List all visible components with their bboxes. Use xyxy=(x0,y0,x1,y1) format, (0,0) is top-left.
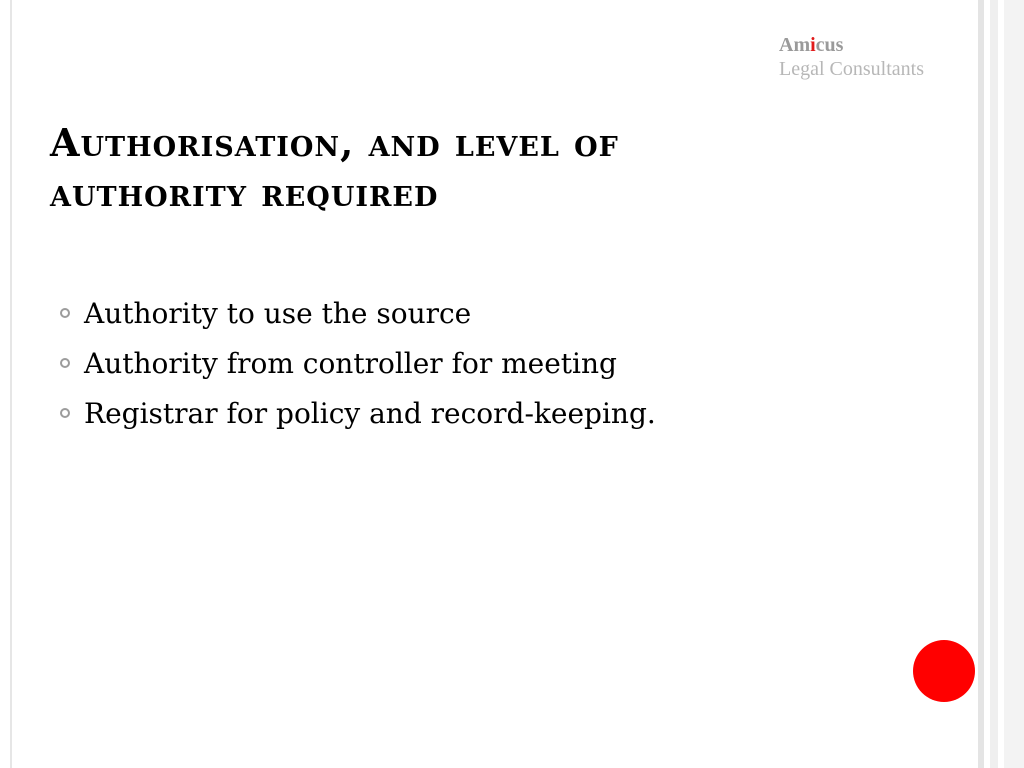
bullet-item xyxy=(60,338,656,388)
brand-header xyxy=(779,33,924,81)
bullet-text: Authority to use the source xyxy=(84,296,472,330)
bullet-text: Registrar for policy and record-keeping. xyxy=(84,396,656,430)
ring-bullet-icon xyxy=(60,308,70,318)
bullet-item xyxy=(60,288,656,338)
ring-bullet-icon xyxy=(60,408,70,418)
bullet-item xyxy=(60,388,656,438)
brand-name xyxy=(779,34,843,56)
left-border-rule xyxy=(10,0,12,768)
right-decor-band xyxy=(978,0,984,768)
brand-name-part1: Am xyxy=(779,34,811,56)
brand-subtitle: Legal Consultants xyxy=(779,58,924,80)
brand-name-accent: i xyxy=(810,34,816,56)
right-decor-band xyxy=(990,0,998,768)
slide-title: Authorisation, and level of authority required xyxy=(50,120,619,215)
bullet-list xyxy=(60,288,656,438)
bullet-text: Authority from controller for meeting xyxy=(84,346,617,380)
red-circle-decoration xyxy=(913,640,975,702)
brand-name-part2: cus xyxy=(815,34,844,56)
right-decor-band xyxy=(1004,0,1024,768)
ring-bullet-icon xyxy=(60,358,70,368)
